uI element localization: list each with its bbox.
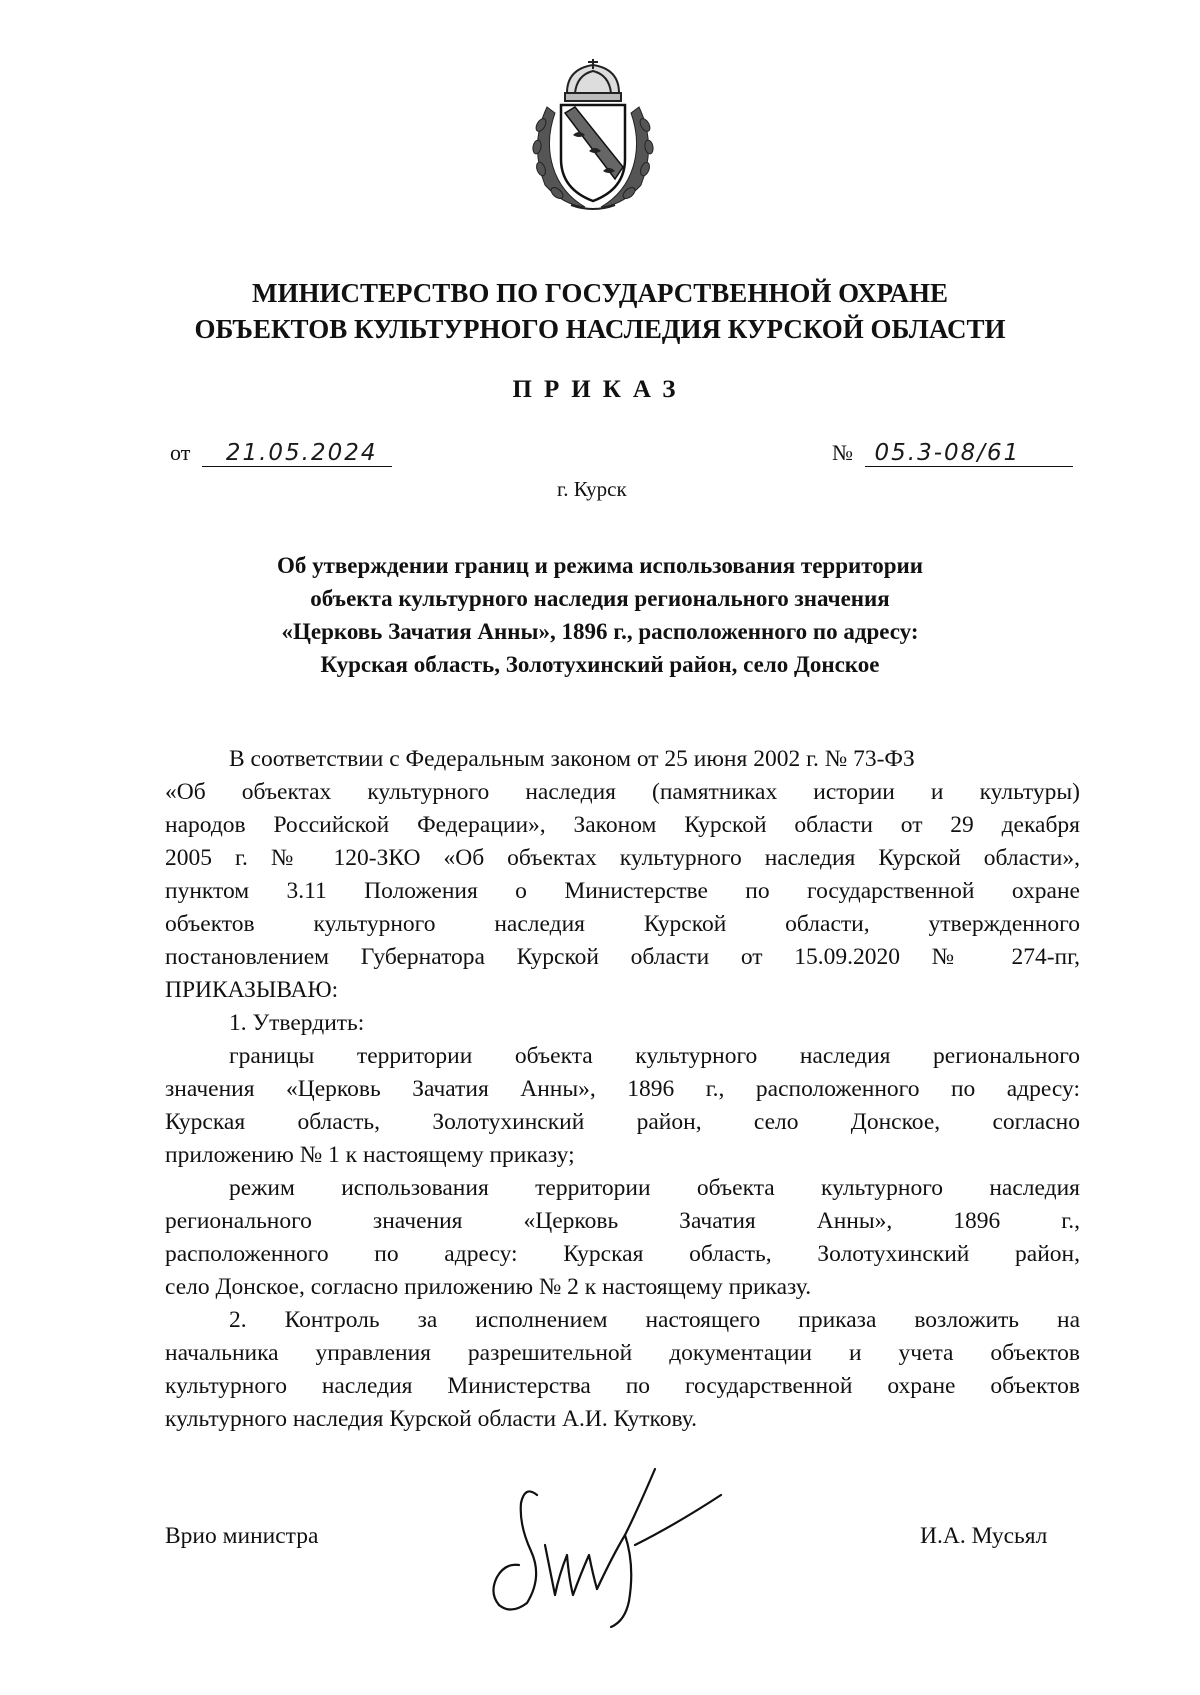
item1b-line: расположенного по адресу: Курская область, Золотухинский район, <box>165 1241 1080 1267</box>
city-label: г. Курск <box>557 477 627 501</box>
item1a-line: значения «Церковь Зачатия Анны», 1896 г., расположенного по адресу: <box>165 1076 1080 1102</box>
preamble-line: ПРИКАЗЫВАЮ: <box>165 977 339 1003</box>
coat-of-arms-emblem <box>515 55 671 215</box>
item2-line: культурного наследия Курской области А.И. Куткову. <box>165 1406 698 1432</box>
item1a-line: приложению № 1 к настоящему приказу; <box>165 1142 575 1168</box>
date-block <box>170 440 392 467</box>
preamble-line: 2005 г. № 120-ЗКО «Об объектах культурного наследия Курской области», <box>165 845 1080 871</box>
signature-name: И.А. Мусьял <box>920 1523 1048 1549</box>
item2-line: начальника управления разрешительной документации и учета объектов <box>165 1340 1080 1366</box>
item1a-line: границы территории объекта культурного наследия регионального <box>229 1043 1080 1069</box>
preamble-line: народов Российской Федерации», Законом Курской области от 29 декабря <box>165 812 1080 838</box>
preamble-line: «Об объектах культурного наследия (памятниках истории и культуры) <box>165 779 1080 805</box>
preamble-line: постановлением Губернатора Курской области от 15.09.2020 № 274-пг, <box>165 944 1080 970</box>
subject-line4: Курская область, Золотухинский район, село Донское <box>320 652 880 677</box>
subject-line2: объекта культурного наследия регионального значения <box>310 586 890 611</box>
number-value: 05.3-08/61 <box>865 440 1073 467</box>
handwritten-signature <box>485 1455 745 1635</box>
item2-line: 2. Контроль за исполнением настоящего приказа возложить на <box>229 1307 1080 1333</box>
item2-line: культурного наследия Министерства по государственной охране объектов <box>165 1373 1080 1399</box>
ministry-name-line2: ОБЪЕКТОВ КУЛЬТУРНОГО НАСЛЕДИЯ КУРСКОЙ ОБЛАСТИ <box>194 314 1006 344</box>
preamble-line: объектов культурного наследия Курской области, утвержденного <box>165 911 1080 937</box>
preamble-paragraph <box>165 743 1080 1007</box>
ministry-name-line1: МИНИСТЕРСТВО ПО ГОСУДАРСТВЕННОЙ ОХРАНЕ <box>251 278 949 308</box>
subject-line3: «Церковь Зачатия Анны», 1896 г., расположенного по адресу: <box>281 619 919 644</box>
date-prefix: от <box>170 440 191 465</box>
item1a-line: Курская область, Золотухинский район, село Донское, согласно <box>165 1109 1080 1135</box>
order-title: ПРИКАЗ <box>512 376 688 403</box>
subject-line1: Об утверждении границ и режима использования территории <box>276 553 924 578</box>
signature-role: Врио министра <box>165 1523 319 1549</box>
item1b-line: регионального значения «Церковь Зачатия Анны», 1896 г., <box>165 1208 1080 1234</box>
number-prefix: № <box>832 440 853 465</box>
preamble-line: пунктом 3.11 Положения о Министерстве по государственной охране <box>165 878 1080 904</box>
item1b-line: село Донское, согласно приложению № 2 к настоящему приказу. <box>165 1274 812 1300</box>
item1b-line: режим использования территории объекта культурного наследия <box>229 1175 1080 1201</box>
item2-block <box>165 1304 1080 1436</box>
date-value: 21.05.2024 <box>202 440 392 467</box>
number-block <box>832 440 1073 467</box>
preamble-line: В соответствии с Федеральным законом от 25 июня 2002 г. № 73-ФЗ <box>229 746 915 772</box>
item1-title: 1. Утвердить: <box>229 1010 365 1036</box>
item1-block <box>165 1007 1080 1304</box>
